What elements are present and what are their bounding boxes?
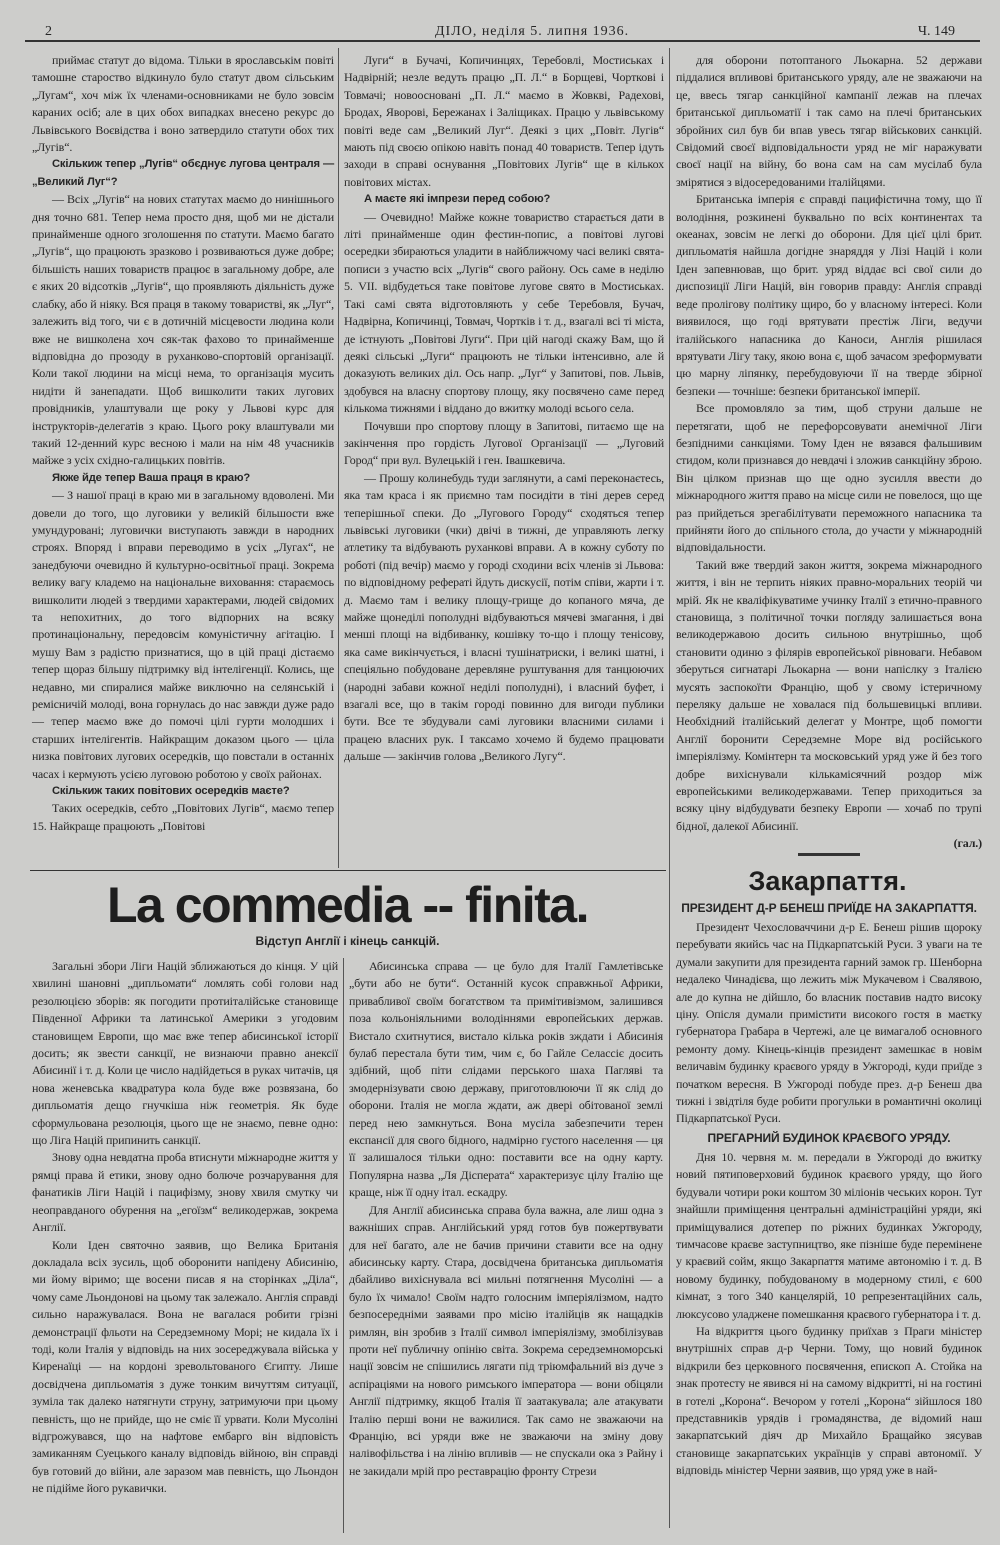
paragraph: — Прошу колинебудь туди заглянути, а самі переконаєтесь, яка там краса і як приємно там посидіти в тіні дерев серед теперішньої спеки. До „Лугового Городу“ сходяться тепер львівські луговики (чки) двічі в тижні, де управляють легку атлетику та відбувають руханкові вправи. А в кожну суботу по роботі (під вечір) маємо у городі сходини всіх членів зі Львова: по відповідному рефераті йдуть дискусії, потім співи, жарти і т. д. Маємо там і велику площу-грище до копаного мяча, де майже щонеділі пополудні відбуваються мячеві змагання, і дві менші площі на відбиванку, кошівку то-що і площу тенісову, яка саме викінчується, і власні тушінатриски, і великі шатні, і спеціяльно побудоване деревляне руштування для танцюючих (народні забави кожної неділі пополудні), і власний буфет, і взагалі все, що в такім городі повинно для вигоди публики бути. Все те збудували самі луговики власними силами і працею власних рук. І таксамо хочемо й будемо працювати дальше — закінчив голова „Великого Лугу“. xyxy=(344,470,664,764)
subheading: ПРЕГАРНИЙ БУДИНОК КРАЄВОГО УРЯДУ. xyxy=(707,1130,951,1145)
paragraph: Коли Іден святочно заявив, що Велика Британія докладала всіх зусиль, щоб оборонити напідену Абисинію, ми йому віримо; ще восени писав я на сторінках „Діла“, чому саме Льондонові на цьому так залежало. Англія справді сильно наражувалася. Вона не вагалася робити грізні демонстрації фльоти на Середземному Морі; не кидала їх і тоді, коли Італія у відповідь на них зосереджувала війська у Киренаїці — на кордоні зревольтованого Єгипту. Лише досвідчена дипльоматія з дуже тонким вичуттям ситуації, зуміла так далеко натягнути струну, затримуючи при цьому певність, що не прийде, що не сміє її урвати. Коли Мусоліні відгрожувався, що на нафтове ембарго він відповість замиканням Суецького каналу відповідь війною, він справді був готовий до війни, але заразом мав певність, що Льондон не підійме його рукавички. xyxy=(32,1237,338,1496)
interview-question: Якже йде тепер Ваша праця в краю? xyxy=(52,471,251,484)
issue-number: Ч. 149 xyxy=(917,24,955,39)
article-title: La commedia -- finita. xyxy=(107,877,588,933)
paragraph: Таких осередків, себто „Повітових Лугів“, маємо тепер 15. Найкраще працюють „Повітові xyxy=(32,801,334,833)
column-top-3 xyxy=(676,52,982,853)
paragraph: — З нашої праці в краю ми в загальному вдоволені. Ми довели до того, що луговики у великій більшости вже умундуровані; луговички виступають завжди в народних строях. Впоряд і вправи переводимо в усіх „Лугах“, не занедбуючи очевидно й культурно-освітньої праці. Зокрема велику вагу кладемо на національне виховання: стараємось вишколити людей з твердими характерами, людей свідомих та непохитних, до того відпорних на всяку протинаціональну, передовсім комуністичну агітацію. І мушу Вам з радістю признатися, що в цій праці дістаємо тепер щораз більшу підтримку від інтелігенції. Колись, ще недавно, ми спиралися майже виключно на селянській і ремісничій молоді, вона горнулась до нас завжди дуже радо — тепер маємо вже до помочі цілі гурти молодших і старших інтелігентів. Найкращим доказом цього — ціла низка повітових лугових осередків, що повстали в останніх часах і кермують усією луговою роботою у своїх районах. xyxy=(32,488,334,781)
paragraph: Британська імперія є справді пацифістична тому, що її володіння, розкинені буквально по всіх континентах та океанах, зовсім не легкі до оборони. Для цієї цілі брит. дипльоматія найшла догідне знаряддя у Лізі Націй і коли Іден запевнював, що брит. уряд віддає всі свої сили до диспозиції Ліги Націй, він говорив правду: Англія справді веде пролігову політику щиро, бо у власному інтересі. Коли виявилося, що годі врятувати престіж Ліги, ведучи італійського напасника до Каноси, Англія рішилася врятувати Лігу таку, якою вона є, щоб зачасом зреформувати цю марну ліпянку, перебудовуючи її на тверде збірної безпеки — точніше: безпеки британської імперії. xyxy=(676,192,982,398)
interview-question: А маєте які імпрези перед собою? xyxy=(364,193,551,206)
column-divider xyxy=(338,48,339,868)
paragraph: — Очевидно! Майже кожне товариство старається дати в літі принайменше один фестин-попис, а повітові лугові осередки збираються уладити в найближчому часі великі свята-пописи з участю всіх „Лугів“ свого району. Ось саме в неділю 5. VII. відбудеться таке повітове лугове свято в Мостиськах. Такі самі свята відготовляють у себе Теребовля, Бучач, Надвірна, Копичинці, Товмач, Чортків і т. д., взагалі всі ті міста, де істнують „Повітові Луги“. При цій нагоді скажу Вам, що й деякі сільські „Луги“ працюють не тільки інтенсивно, але й доказують великих діл. Ось напр. „Луг“ у Запитові, пов. Львів, здобувся на власну спортову площу, яку посвячено саме перед кількома тижнями і віддано до вжитку молоді всього села. xyxy=(344,209,664,416)
paragraph: Загальні збори Ліги Націй зближаються до кінця. У цій хвилині шановні „дипльомати“ ломлять собі голови над резолюцією зборів: як погодити протиіталійське становище Південної Африки та латинської Америки з угодовим становищем Европи, що має вже тепер абисинської історії досить; як звести санкції, не визнаючи правно анексії Абисинії і т. д. Коли це число надійдеться в руках читачів, ця нова женевська квадратура кола буде вже розвязана, бо дипльоматія дещо гнучкіша ніж геометрія. Як буде сформульована резолюція, цього ще не знаємо, певне одно: що Ліга Націй припинить санкції. xyxy=(32,959,338,1148)
section-title-zakarpattia: Закарпаття. xyxy=(748,866,907,896)
column-top-1 xyxy=(32,52,334,835)
header-rule xyxy=(25,40,980,42)
column-article-2 xyxy=(349,958,663,1480)
masthead: ДІЛО, неділя 5. липня 1936. xyxy=(435,24,630,39)
paragraph: Все промовляло за тим, щоб струни дальше не перетягати, щоб не перефорсовувати анемічної Ліги безпідними санкціями. Тому Іден не вязався фальшивим стидом, коли признався до невдачі і зложив санкційну зброю. Він цілком признав що ще одно зусилля ввести до міжнародного життя право на місце сили не повелося, що ще раз прийдеться зрегабілітувати переможного напасника та прийняти його до спільного стола, до участи у міжнародній відповідальности. xyxy=(676,401,983,555)
signature: (гал.) xyxy=(953,836,982,851)
interview-question: Скількиж таких повітових осередків маєте? xyxy=(52,785,290,798)
column-article-1 xyxy=(32,958,338,1498)
column-divider xyxy=(669,48,670,1528)
page-header xyxy=(25,24,980,40)
section-rule xyxy=(30,870,666,871)
column-zakarpattia xyxy=(676,898,982,1480)
section-rule xyxy=(798,853,860,856)
paragraph: Президент Чехословаччини д-р Е. Бенеш рішив щороку перебувати якийсь час на Підкарпатській Руси. З уваги на те думали закупити для президента гарний замок гр. Шенборна недалеко Чинадієва, що лежить між Мукачевом і Свалявою, але до купна не дійшло, бо власник поставив надто високу ціну. Опісля думали примістити високого гостя в маєтку губернатора Грабара в Чертежі, але це вимагалоб основного ремонту дому. Кінець-кінців президент замешкає в новім величавім будинку краєвого уряду в Ужгороді, куди приїде з початком вересня. В Ужгороді побуде през. д-р Бенеш два тижні і звідтіля буде робити прогульки в романтичні околиці Підкарпатської Руси. xyxy=(676,920,982,1126)
paragraph: Абисинська справа — це було для Італії Гамлетівське „бути або не бути“. Останній кусок справжньої Африки, привабливої своїм богатством та примітивізмом, залишився поза кольоніяльними володіннями европейських держав. Вистало схитнутися, вистало кілька років зждати і Абисинія булаб перестала бути тим, чим є, бо Гайле Селассіє досить здібний, щоб піти слідами перського шаха Пагляві та змодернізувати свою державу, приготовлюючи її як слід до оборони. Італія не могла ждати, аж двері обітованої землі перед нею замкнуться. Вона мусіла забезпечити терен експансії для свого бідного, надмірно густого населення — ця її залишалося тільки одно: поставити все на одну карту. Популярна назва „Ля Дісперата“ характеризує цілу Італію ще краще, ніж її одну італ. ескадру. xyxy=(349,959,663,1200)
interview-question: Скількиж тепер „Лугів“ обєднує лугова централя — „Великий Луг“? xyxy=(32,158,334,188)
column-divider xyxy=(343,958,344,1533)
paragraph: приймає статут до відома. Тільки в ярославськім повіті тамошне староство відкинуло було статут двом сільським „Лугам“, хоч між їх членами-основниками не було зовсім караних осіб; але в цих обох випадках внесено рекурс до Львівського Воєвідства і воно затвердило статути обох тих „Лугів“. xyxy=(32,53,334,155)
page-number: 2 xyxy=(45,24,52,39)
paragraph: Дня 10. червня м. м. передали в Ужгороді до вжитку новий пятиповерховий будинок краєвого уряду, що його будували чотири роки коштом 30 міліонів чеських корон. Тут знайшли приміщення центральні адміністраційні уряди, які приміщувалися дотепер по ріжних будинках Ужгороду, тимчасове краєве заступництво, яке пізніше буде перемінене у краєвий сойм, якщо Закарпаття матиме автономію і т. д. В новому будинку, побудованому в модерному стилі, є 600 кімнат, з того 340 канцелярій, 10 репрезентаційних саль, люксусово уладжене помешкання краєвого губернатора і т. д. xyxy=(676,1149,982,1321)
paragraph: Почувши про спортову площу в Запитові, питаємо ще на закінчення про гордість Лугової Організації — „Луговий Город“ при вул. Вулецькій і ген. Івашкевича. xyxy=(344,418,664,468)
subheading: ПРЕЗИДЕНТ Д-Р БЕНЕШ ПРИЇДЕ НА ЗАКАРПАТТЯ. xyxy=(681,901,977,915)
paragraph: Луги“ в Бучачі, Копичинцях, Теребовлі, Мостиськах і Надвірній; незле ведуть працю „П. Л.“ в Борщеві, Чорткові і Товмачі; новоосновані „П. Л.“ маємо в Жовкві, Радехові, Бродах, Яворові, Бережанах і Заліщиках. Працю у львівському повіті веде сам „Великий Луг“. Деякі з цих „Повіт. Лугів“ мають під своєю опікою навіть понад 40 товариств. Тепер ідуть заходи в справі оснування „Повітових Лугів“ ще в кількох повітових містах. xyxy=(344,53,664,189)
paragraph: На відкриття цього будинку приїхав з Праги міністер внутрішніх справ д-р Черни. Тому, що новий будинок відкрили без церковного посвячення, епископ А. Стойка на знак протесту не явився ні на самому відкритті, ні на гостині в готелі „Корона“. Вечором у готелі „Корона“ зійшлося 180 представників урядів і громадянства, де відомий наш закарпатський діяч др Михайло Бращайко зясував становище закарпатських українців у справі автономії. У відповідь міністер Черни заявив, що уряд уже в най- xyxy=(676,1323,982,1478)
paragraph: Для Англії абисинська справа була важна, але лиш одна з важніших справ. Англійський уряд готов був пожертвувати для неї багато, але не бачив причини ставити все на одну абисинську карту. Стара, досвідчена британська дипльоматія дбайливо вихіснувала всі мильні потягнення Мусоліні — а було їх чимало! Своїм надто голосним імперіялізмом, надто безпосередніми заявами про місію італійців як нащадків римлян, він зробив з Італії символ імперіялізму, змобілізував проти неї публичну опінію світа. Зокрема середземноморські нації зовсім не спішились лягати під тріюмфальний віз дуче з аспіраціями на нового римського імператора — вони обіцяли Англії підтримку, якщоб Італія її заатакувала; але атакувати Італію перші вони не важилися. Так само не зважаючи на Францію, всі уряди вже не зважаючи на зміну дову налівофільства і на лінію впливів — не спускали ока з Райну і не закидали мрій про реставрацію фронту Стрези xyxy=(349,1202,663,1478)
article-subtitle: Відступ Англії і кінець санкцій. xyxy=(255,934,440,948)
column-top-2 xyxy=(344,52,664,766)
paragraph: Знову одна невдатна проба втиснути міжнародне життя у рямці права й етики, знову одно болюче розчарування для фанатиків Ліги Націй і пацифізму, знову хвиля смутку чи неоправданого обурення на „егоїзм“ великодержав, зокрема Англії. xyxy=(32,1150,338,1235)
paragraph: для оборони потоптаного Льокарна. 52 держави піддалися впливові британського уряду, але не зважаючи на це, ввесь тягар санкційної кампанії лежав на плечах британської дипльоматії і так само на плечі британських збройних сил був би впав увесь тягар військових санкцій. Свідомий своєї відповідальности уряд не міг наражувати своєї нації на війну, бо вона сам на сам мусілаб була змірятися з відосередованими італійцями. xyxy=(676,53,982,189)
paragraph: — Всіх „Лугів“ на нових статутах маємо до нинішнього дня точно 681. Тепер нема просто дня, щоб ми не дістали принайменше одного зголошення по статути. Маємо багато „Лугів“, що працюють зразково і розвиваються дуже добре; більшість наших товариств працює в загальному добре, але є яких 20 відсотків „Лугів“, що проявляють діяльність дуже слабку, або й ніяку. Вся праця в такому товаристві, як „Луг“, залежить від того, чи є в дотичній місцевости людина коли вже не вишколена хоч сяк-так фахово то принайменше відповідна до прозоду в руханково-спортовій організації. Коли такої людини на місці нема, то організація мусить нидіти й занепадати. Щоб вишколити таких лугових провідників, улаштували ще року у Львові курс для інструкторів-делегатів з краю. Цього року влаштували ми такий 12-денний курс весною і мали на нім 48 учасників майже з усіх східно-галицьких повітів. xyxy=(32,192,334,468)
paragraph: Такий вже твердий закон життя, зокрема міжнародного життя, і він не терпить ніяких правно-моральних теорій чи мрій. Як не кваліфікуватиме учинку Італії з етично-правного становища, з політичної точки погляду залишається вона великодержавою досить сильною внутрішньо, щоб становити одиню з філярів европейської рівноваги. Небавом зберуться сигнатарі Льокарна — вони напіслку з Італією мусять заспокоїти Францію, щоб у свому істеричному переляку дальше не ховалася під большевицькі впливи. Необхідний італійський делегат у Монтре, щоб помогти Англії боронити Середземне Море від російського імперіялізму. Комінтерн та московський уряд уже й без того добре вихіснували кількамісячний роздор між европейськими великодержавами. Тепер приходиться за всяку ціну відбудувати безпеку Европи — хочаб по трупі бідної, далекої Абисинії. xyxy=(676,557,982,833)
